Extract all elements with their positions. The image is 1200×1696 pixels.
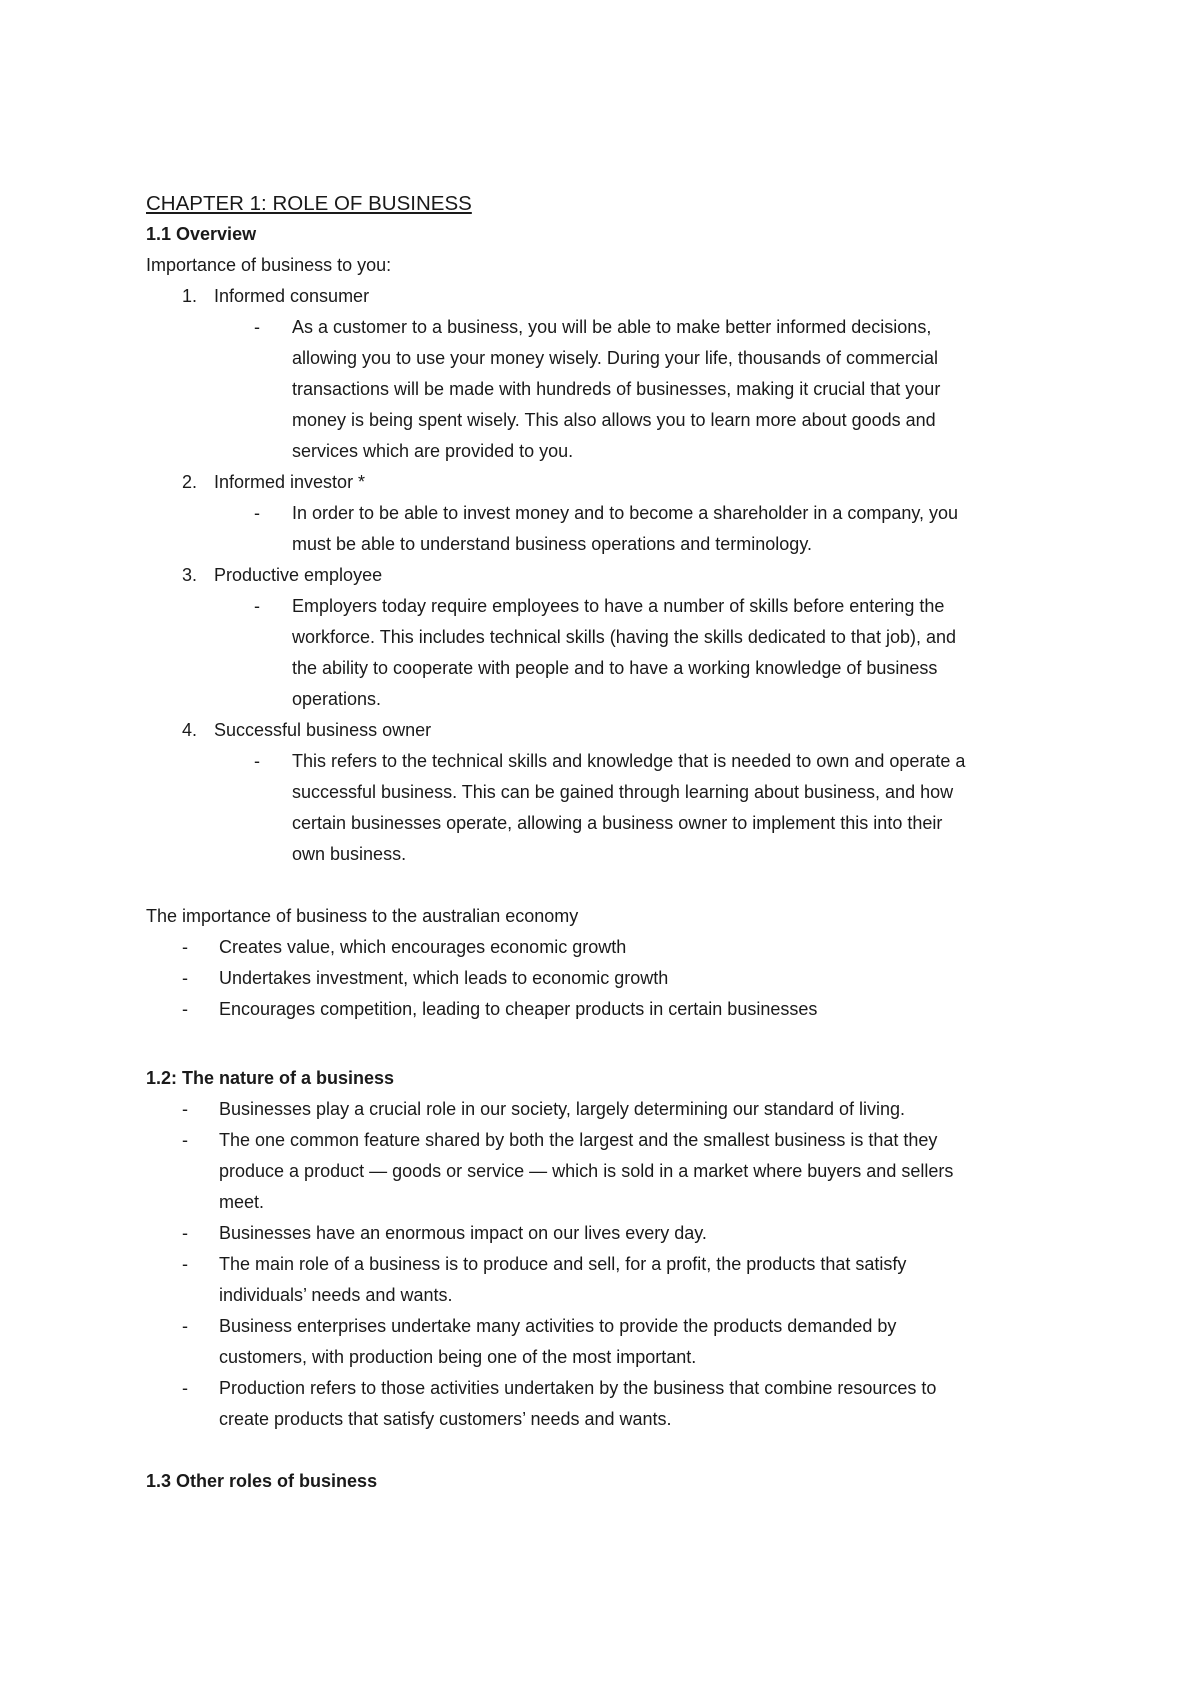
nature-point-text: The main role of a business is to produce and sell, for a profit, the products that satisfy: [219, 1254, 907, 1274]
list-label: Informed investor *: [214, 472, 366, 492]
bullet-dash: -: [254, 596, 260, 616]
sub-point-text: certain businesses operate, allowing a business owner to implement this into their: [292, 813, 943, 833]
bullet-dash: -: [182, 1223, 188, 1243]
sub-point-line: [146, 684, 1086, 715]
sub-point-text: own business.: [292, 844, 407, 864]
section-heading-1-1: 1.1 Overview: [146, 224, 257, 244]
list-label: Informed consumer: [214, 286, 370, 306]
sub-point-text: successful business. This can be gained through learning about business, and how: [292, 782, 954, 802]
nature-point-text: create products that satisfy customers’ needs and wants.: [219, 1409, 672, 1429]
nature-point-text: customers, with production being one of the most important.: [219, 1347, 697, 1367]
economy-point-text: Undertakes investment, which leads to economic growth: [219, 968, 669, 988]
sub-point-line: [146, 312, 1086, 343]
sub-point-text: In order to be able to invest money and to become a shareholder in a company, you: [292, 503, 959, 523]
nature-point-line: [146, 1280, 1086, 1311]
list-item: [146, 281, 1086, 312]
nature-point-text: Business enterprises undertake many activities to provide the products demanded by: [219, 1316, 897, 1336]
nature-list: [146, 1094, 1086, 1435]
nature-point-text: Businesses play a crucial role in our society, largely determining our standard of living.: [219, 1099, 906, 1119]
sub-point-line: [146, 436, 1086, 467]
nature-point-line: [146, 1125, 1086, 1156]
section-heading-1-3: 1.3 Other roles of business: [146, 1471, 378, 1491]
bullet-dash: -: [254, 503, 260, 523]
sub-point-text: money is being spent wisely. This also allows you to learn more about goods and: [292, 410, 936, 430]
nature-point-text: Production refers to those activities undertaken by the business that combine resources to: [219, 1378, 937, 1398]
sub-point-text: operations.: [292, 689, 382, 709]
bullet-dash: -: [182, 1099, 188, 1119]
sub-point-text: This refers to the technical skills and knowledge that is needed to own and operate a: [292, 751, 966, 771]
nature-point-text: produce a product — goods or service — which is sold in a market where buyers and sellers: [219, 1161, 954, 1181]
sub-point-text: As a customer to a business, you will be able to make better informed decisions,: [292, 317, 932, 337]
nature-point-line: [146, 1311, 1086, 1342]
sub-point-line: [146, 343, 1086, 374]
nature-point-line: [146, 1342, 1086, 1373]
list-label: Productive employee: [214, 565, 383, 585]
intro-text: Importance of business to you:: [146, 255, 392, 275]
bullet-dash: -: [182, 1316, 188, 1336]
sub-point-text: must be able to understand business operations and terminology.: [292, 534, 812, 554]
nature-point-line: [146, 1218, 1086, 1249]
list-number: 1.: [182, 286, 198, 306]
bullet-dash: -: [254, 317, 260, 337]
sub-point-line: [146, 808, 1086, 839]
economy-point-text: Encourages competition, leading to cheaper products in certain businesses: [219, 999, 818, 1019]
bullet-dash: -: [182, 968, 188, 988]
importance-list: [146, 281, 1086, 870]
document-page: [146, 188, 1086, 1497]
economy-heading: The importance of business to the australian economy: [146, 906, 579, 926]
sub-point-line: [146, 777, 1086, 808]
sub-point-line: [146, 622, 1086, 653]
nature-point-text: individuals’ needs and wants.: [219, 1285, 453, 1305]
sub-point-line: [146, 591, 1086, 622]
sub-point-line: [146, 746, 1086, 777]
nature-point-line: [146, 1187, 1086, 1218]
sub-point-text: Employers today require employees to have a number of skills before entering the: [292, 596, 945, 616]
economy-point: [146, 963, 1086, 994]
economy-point: [146, 932, 1086, 963]
sub-point-line: [146, 839, 1086, 870]
list-item: [146, 560, 1086, 591]
nature-point-text: The one common feature shared by both the largest and the smallest business is that they: [219, 1130, 938, 1150]
list-number: 4.: [182, 720, 198, 740]
nature-point-line: [146, 1373, 1086, 1404]
bullet-dash: -: [182, 937, 188, 957]
economy-point-text: Creates value, which encourages economic growth: [219, 937, 627, 957]
nature-point-line: [146, 1156, 1086, 1187]
list-number: 2.: [182, 472, 198, 492]
sub-point-text: allowing you to use your money wisely. During your life, thousands of commercial: [292, 348, 938, 368]
list-item: [146, 715, 1086, 746]
nature-point-line: [146, 1404, 1086, 1435]
bullet-dash: -: [182, 1130, 188, 1150]
section-heading-1-2: 1.2: The nature of a business: [146, 1068, 395, 1088]
chapter-title: CHAPTER 1: ROLE OF BUSINESS: [146, 192, 472, 215]
economy-point: [146, 994, 1086, 1025]
bullet-dash: -: [254, 751, 260, 771]
sub-point-text: services which are provided to you.: [292, 441, 574, 461]
list-item: [146, 467, 1086, 498]
sub-point-line: [146, 405, 1086, 436]
nature-point-text: meet.: [219, 1192, 265, 1212]
sub-point-line: [146, 498, 1086, 529]
sub-point-text: the ability to cooperate with people and to have a working knowledge of business: [292, 658, 938, 678]
sub-point-text: transactions will be made with hundreds of businesses, making it crucial that your: [292, 379, 941, 399]
sub-point-line: [146, 653, 1086, 684]
list-number: 3.: [182, 565, 198, 585]
bullet-dash: -: [182, 1254, 188, 1274]
bullet-dash: -: [182, 1378, 188, 1398]
bullet-dash: -: [182, 999, 188, 1019]
nature-point-line: [146, 1249, 1086, 1280]
list-label: Successful business owner: [214, 720, 432, 740]
sub-point-text: workforce. This includes technical skills (having the skills dedicated to that job), and: [292, 627, 956, 647]
nature-point-text: Businesses have an enormous impact on our lives every day.: [219, 1223, 707, 1243]
economy-list: [146, 932, 1086, 1025]
nature-point-line: [146, 1094, 1086, 1125]
sub-point-line: [146, 374, 1086, 405]
sub-point-line: [146, 529, 1086, 560]
